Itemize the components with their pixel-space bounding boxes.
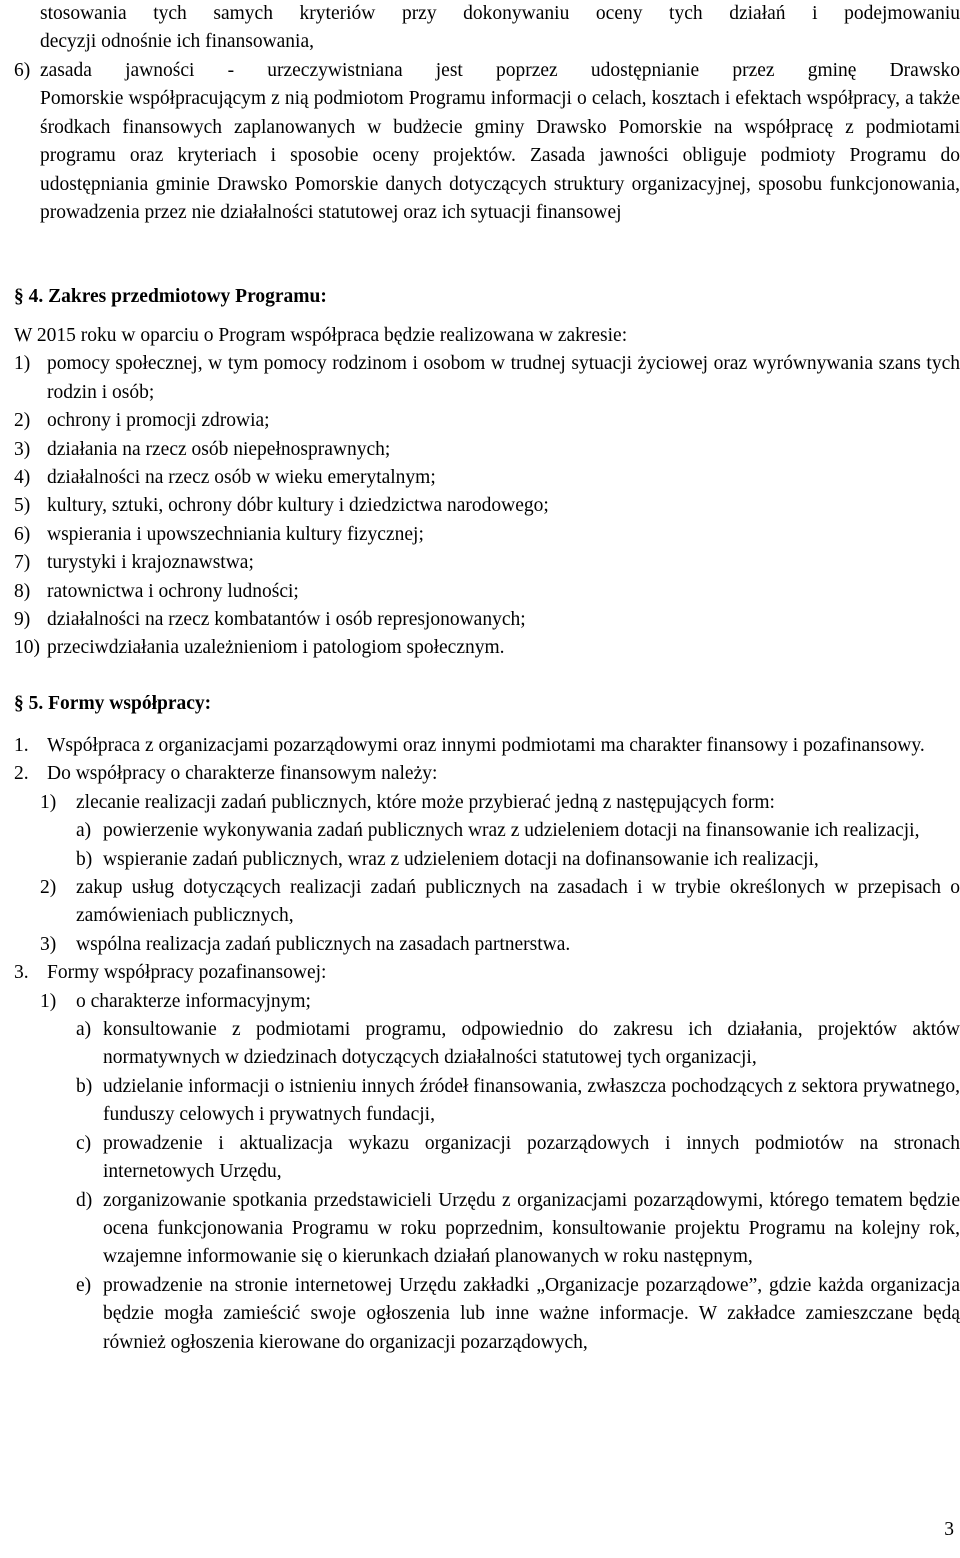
list-item <box>14 407 960 435</box>
sub-list <box>76 1016 960 1357</box>
list-item-text: przeciwdziałania uzależnieniom i patologiom społecznym. <box>47 637 505 659</box>
list-item-text: powierzenie wykonywania zadań publicznych wraz z udzieleniem dotacji na finansowanie ich realizacji, <box>103 820 920 842</box>
list-number: 3) <box>40 933 57 955</box>
list-letter: a) <box>76 1019 92 1041</box>
list-item-text: kultury, sztuki, ochrony dóbr kultury i dziedzictwa narodowego; <box>47 495 549 517</box>
list-item-text: Do współpracy o charakterze finansowym należy: <box>47 763 438 785</box>
list-number: 10) <box>14 637 40 659</box>
list-item-text: pomocy społecznej, w tym pomocy rodzinom i osobom w trudnej sytuacji życiowej oraz wyrównywania szans tych rodzin i osób; <box>47 353 960 403</box>
list-item-text: zorganizowanie spotkania przedstawicieli Urzędu z organizacjami pozarządowymi, którego tematem będzie ocena funkcjonowania Programu w roku poprzednim, konsultowanie projektu Programu na kolejny rok, wzajemne informowanie się o kierunkach działań planowanych w roku następnym, <box>103 1189 960 1268</box>
list-number: 1) <box>40 990 57 1012</box>
list-item <box>40 988 960 1016</box>
financial-forms-list <box>40 789 960 959</box>
form-point-3 <box>14 959 960 987</box>
list-item-text: działalności na rzecz kombatantów i osób represjonowanych; <box>47 609 526 631</box>
list-item <box>76 817 960 845</box>
section-5-heading: § 5. Formy współpracy: <box>14 693 212 714</box>
list-item-text: konsultowanie z podmiotami programu, odpowiednio do zakresu ich działania, projektów aktów normatywnych w dziedzinach dotyczących działalności statutowej tych organizacji, <box>103 1019 960 1069</box>
list-item <box>40 931 960 959</box>
list-number: 6) <box>14 60 31 81</box>
list-item <box>40 874 960 931</box>
non-financial-forms-list <box>40 988 960 1357</box>
list-item-text: wspólna realizacja zadań publicznych na zasadach partnerstwa. <box>76 933 571 955</box>
list-number: 3. <box>14 962 29 984</box>
list-item <box>14 492 960 520</box>
list-item <box>14 549 960 577</box>
scope-list <box>14 350 960 662</box>
list-item-text: prowadzenie na stronie internetowej Urzędu zakładki „Organizacje pozarządowe”, gdzie każda organizacja będzie mogła zamieścić swoje ogłoszenia lub inne ważne informacje. W zakładce zamieszczane będą również ogłoszenia kierowane do organizacji pozarządowych, <box>103 1274 960 1353</box>
list-item-text: o charakterze informacyjnym; <box>76 990 311 1012</box>
intro-cont-line-2: decyzji odnośnie ich finansowania, <box>40 31 314 53</box>
list-item-text: zakup usług dotyczących realizacji zadań publicznych na zasadach i w trybie określonych w przepisach o zamówieniach publicznych, <box>76 877 960 927</box>
list-number: 8) <box>14 580 31 602</box>
list-number: 1. <box>14 735 29 756</box>
intro-cont-line-1: stosowania tych samych kryteriów przy dokonywaniu oceny tych działań i podejmowaniu <box>40 3 960 24</box>
list-item-text: działalności na rzecz osób w wieku emerytalnym; <box>47 467 436 489</box>
list-number: 5) <box>14 495 31 517</box>
list-letter: d) <box>76 1189 93 1211</box>
form-point-1 <box>14 732 960 760</box>
list-item <box>76 1016 960 1073</box>
list-item <box>14 634 960 662</box>
section-4-body <box>14 322 960 663</box>
list-number: 7) <box>14 552 31 574</box>
list-letter: a) <box>76 820 92 842</box>
form-point-2 <box>14 760 960 788</box>
intro-continuation <box>40 0 960 57</box>
list-item-text: ratownictwa i ochrony ludności; <box>47 580 299 602</box>
list-item <box>14 521 960 549</box>
list-item-text: turystyki i krajoznawstwa; <box>47 552 254 574</box>
list-item-text: zasada jawności - urzeczywistniana jest poprzez udostępnianie przez gminę Drawsko <box>40 60 960 81</box>
list-number: 4) <box>14 467 31 489</box>
list-number: 6) <box>14 523 31 545</box>
list-letter: b) <box>76 1075 93 1097</box>
list-item <box>76 1073 960 1130</box>
list-item <box>14 464 960 492</box>
list-letter: c) <box>76 1132 92 1154</box>
list-number: 2. <box>14 763 29 785</box>
list-number: 1) <box>40 791 57 813</box>
list-item-text: prowadzenie i aktualizacja wykazu organizacji pozarządowych i innych podmiotów na stronach internetowych Urzędu, <box>103 1132 960 1183</box>
list-item-text: działania na rzecz osób niepełnosprawnych; <box>47 438 391 460</box>
list-item-text: Formy współpracy pozafinansowej: <box>47 962 327 984</box>
list-number: 3) <box>14 438 31 460</box>
list-item <box>14 578 960 606</box>
list-letter: b) <box>76 848 93 870</box>
list-number: 2) <box>40 877 57 899</box>
list-item-text: wspierania i upowszechniania kultury fizycznej; <box>47 523 424 545</box>
list-item-text: Współpraca z organizacjami pozarządowymi oraz innymi podmiotami ma charakter finansowy i pozafinansowy. <box>47 735 925 756</box>
section-5-body <box>14 732 960 1357</box>
list-item <box>14 606 960 634</box>
list-item-text: zlecanie realizacji zadań publicznych, które może przybierać jedną z następujących form: <box>76 791 775 813</box>
list-item-text: wspieranie zadań publicznych, wraz z udzieleniem dotacji na dofinansowanie ich realizacji, <box>103 848 819 870</box>
list-item <box>76 1272 960 1357</box>
list-number: 9) <box>14 609 31 631</box>
list-item <box>76 1130 960 1187</box>
list-number: 1) <box>14 353 31 375</box>
page-number: 3 <box>944 1519 954 1540</box>
sub-list <box>76 817 960 874</box>
list-item-text: ochrony i promocji zdrowia; <box>47 410 270 432</box>
list-item <box>14 350 960 407</box>
list-item <box>76 846 960 874</box>
section-4-lead: W 2015 roku w oparciu o Program współpraca będzie realizowana w zakresie: <box>14 325 628 346</box>
list-letter: e) <box>76 1274 92 1296</box>
list-item-text: Pomorskie współpracującym z nią podmiotom Programu informacji o celach, kosztach i efektach współpracy, a także środkach finansowych zaplanowanych w budżecie gminy Drawsko Pomorskie na współpracę z podmiotami programu oraz kryteriach i sposobie oceny projektów. Zasada jawności obliguje podmioty Programu do udostępniania gminie Drawsko Pomorskie danych dotyczących struktury organizacyjnej, sposobu funkcjonowania, prowadzenia przez nie działalności statutowej oraz ich sytuacji finansowej <box>40 88 960 224</box>
list-item <box>40 789 960 817</box>
list-number: 2) <box>14 410 31 432</box>
list-item-text: udzielanie informacji o istnieniu innych źródeł finansowania, zwłaszcza pochodzących z sektora prywatnego, funduszy celowych i prywatnych fundacji, <box>103 1075 960 1126</box>
section-4-heading: § 4. Zakres przedmiotowy Programu: <box>14 286 327 307</box>
list-item <box>76 1187 960 1272</box>
list-item <box>14 436 960 464</box>
intro-item-6 <box>14 57 960 227</box>
